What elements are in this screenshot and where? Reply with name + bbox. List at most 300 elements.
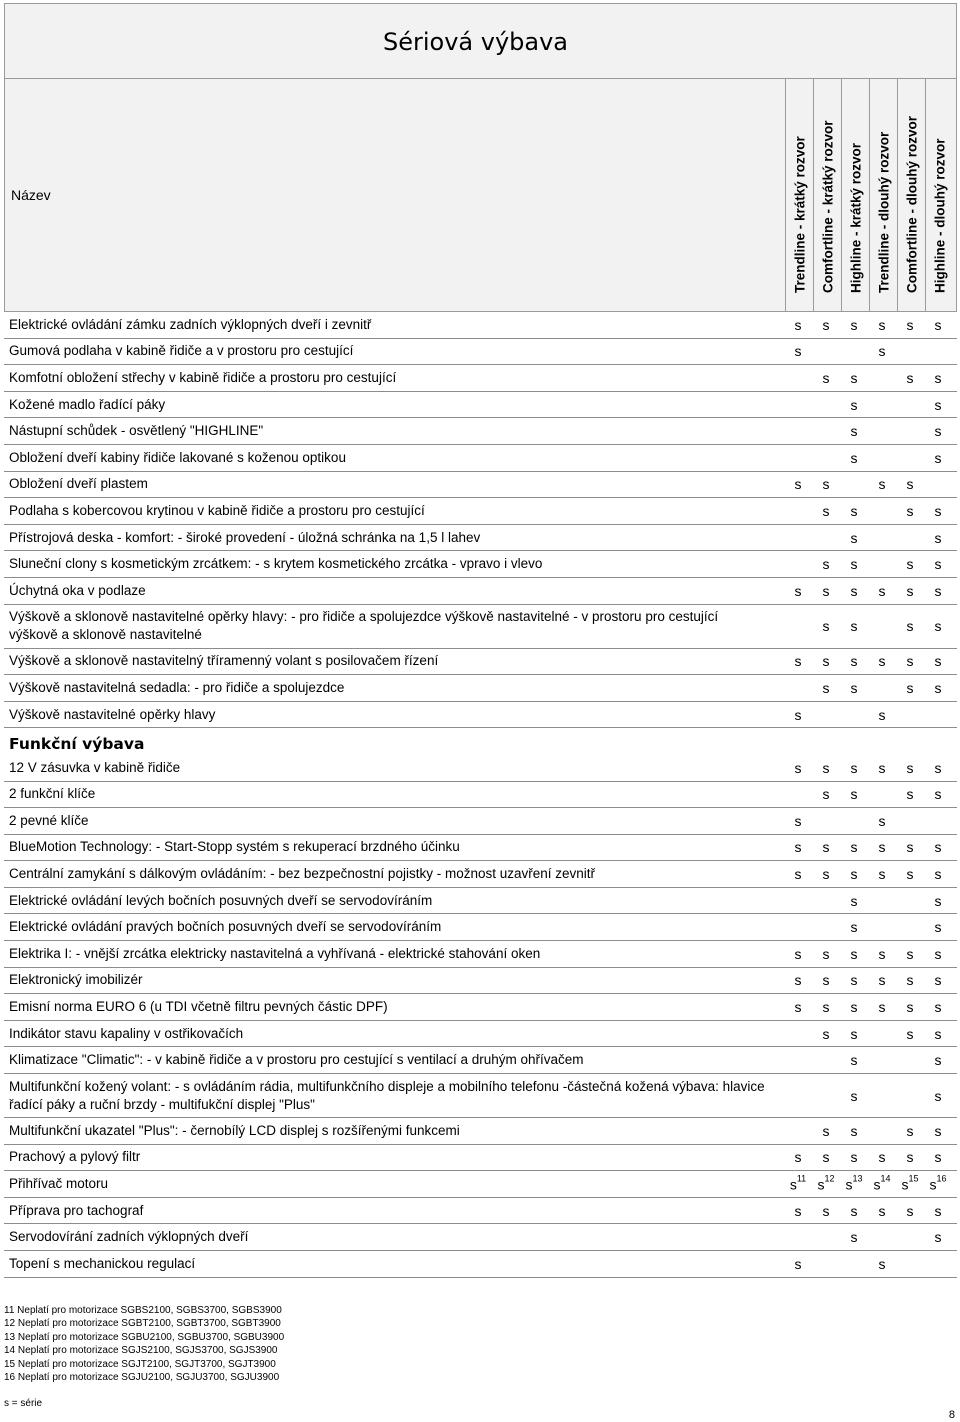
- table-row: [4, 861, 957, 888]
- table-cell: [896, 786, 924, 802]
- cell-value: s: [822, 839, 830, 856]
- cell-value: s: [794, 812, 802, 829]
- table-cell: [784, 839, 812, 855]
- footnote-ref: 11: [796, 1173, 807, 1184]
- row-label: Přístrojová deska - komfort: - široké provedení - úložná schránka na 1,5 l lahev: [9, 529, 481, 545]
- cell-value: s: [934, 618, 942, 635]
- table-row: [4, 675, 957, 702]
- cell-value: s: [934, 369, 942, 386]
- table-cell: [784, 1256, 812, 1272]
- row-label: Elektrika I: - vnější zrcátka elektricky nastavitelná a vyhřívaná - elektrické stahování oken: [9, 945, 541, 961]
- table-cell: [812, 866, 840, 882]
- column-header-highline-short: Highline - krátký rozvor: [841, 79, 869, 312]
- row-label: Elektrické ovládání zámku zadních výklopných dveří i zevnitř: [9, 316, 372, 332]
- cell-value: s: [934, 972, 942, 989]
- table-row: [4, 1074, 957, 1118]
- table-cell: [868, 972, 896, 988]
- table-cell: [812, 317, 840, 333]
- table-cell: [812, 1149, 840, 1165]
- table-cell: [868, 707, 896, 723]
- table-row: [4, 498, 957, 525]
- table-cell: [840, 1026, 868, 1042]
- cell-value: s: [822, 369, 830, 386]
- cell-value: s: [878, 866, 886, 883]
- table-cell: [840, 760, 868, 776]
- table-cell: [840, 397, 868, 413]
- cell-value: s: [794, 972, 802, 989]
- table-cell: [840, 946, 868, 962]
- footnote: 11 Neplatí pro motorizace SGBS2100, SGBS3700, SGBS3900: [4, 1305, 282, 1316]
- row-label: Výškově nastavitelná sedadla: - pro řidiče a spolujezdce: [9, 679, 345, 695]
- row-label: Výškově nastavitelné opěrky hlavy: [9, 706, 216, 722]
- table-row: [4, 1145, 957, 1172]
- table-cell: [812, 583, 840, 599]
- cell-value: s: [906, 839, 914, 856]
- table-cell: [896, 680, 924, 696]
- cell-value: s: [906, 786, 914, 803]
- table-row: [4, 755, 957, 782]
- cell-value: s: [878, 1255, 886, 1272]
- table-cell: [896, 1203, 924, 1219]
- table-cell: [812, 839, 840, 855]
- row-label: Nástupní schůdek - osvětlený "HIGHLINE": [9, 423, 264, 439]
- cell-value: s: [822, 502, 830, 519]
- table-cell: [868, 1203, 896, 1219]
- cell-value: s: [906, 502, 914, 519]
- table-cell: [924, 583, 952, 599]
- cell-value: s: [929, 1176, 937, 1193]
- table-cell: [924, 397, 952, 413]
- cell-value: s: [850, 449, 858, 466]
- cell-value: s: [794, 343, 802, 360]
- table-cell: [812, 1173, 840, 1193]
- cell-value: s: [934, 582, 942, 599]
- cell-value: s: [906, 1202, 914, 1219]
- table-cell: [840, 618, 868, 634]
- table-cell: [812, 503, 840, 519]
- cell-value: s: [934, 1229, 942, 1246]
- table-cell: [840, 919, 868, 935]
- cell-value: s: [906, 653, 914, 670]
- table-cell: [840, 786, 868, 802]
- table-cell: [896, 653, 924, 669]
- row-label: Podlaha s kobercovou krytinou v kabině řidiče a prostoru pro cestující: [9, 502, 425, 518]
- row-label: Klimatizace "Climatic": - v kabině řidiče a v prostoru pro cestující s ventilací a druhým ohřívačem: [9, 1052, 584, 1068]
- table-cell: [840, 556, 868, 572]
- cell-value: s: [878, 1149, 886, 1166]
- table-row: [4, 782, 957, 809]
- table-cell: [784, 760, 812, 776]
- cell-value: s: [822, 972, 830, 989]
- cell-value: s: [822, 653, 830, 670]
- table-cell: [812, 618, 840, 634]
- footnote: 16 Neplatí pro motorizace SGJU2100, SGJU3700, SGJU3900: [4, 1372, 280, 1384]
- table-cell: [784, 1203, 812, 1219]
- table-cell: [868, 760, 896, 776]
- table-cell: [868, 583, 896, 599]
- table-cell: [812, 1123, 840, 1139]
- row-label: Přihřívač motoru: [9, 1176, 109, 1192]
- cell-value: s: [845, 1176, 853, 1193]
- cell-value: s: [850, 945, 858, 962]
- cell-value: s: [822, 316, 830, 333]
- page-number: 8: [948, 1409, 955, 1421]
- table-cell: [924, 423, 952, 439]
- table-cell: [924, 370, 952, 386]
- table-cell: [924, 1052, 952, 1068]
- cell-value: s: [850, 582, 858, 599]
- cell-value: s: [901, 1176, 909, 1193]
- row-label: Obložení dveří kabiny řidiče lakované s koženou optikou: [9, 449, 346, 465]
- row-label: Indikátor stavu kapaliny v ostřikovačích: [9, 1025, 244, 1041]
- cell-value: s: [822, 476, 830, 493]
- cell-value: s: [850, 1087, 858, 1104]
- table-cell: [840, 450, 868, 466]
- cell-value: s: [934, 892, 942, 909]
- table-row: [4, 1118, 957, 1145]
- footnote: 13 Neplatí pro motorizace SGBU2100, SGBU3700, SGBU3900: [4, 1331, 285, 1343]
- cell-value: s: [822, 618, 830, 635]
- table-cell: [840, 866, 868, 882]
- cell-value: s: [850, 759, 858, 776]
- table-cell: [840, 999, 868, 1015]
- cell-value: s: [822, 786, 830, 803]
- cell-value: s: [906, 369, 914, 386]
- table-row: [4, 1224, 957, 1251]
- table-cell: [896, 476, 924, 492]
- row-label: Elektrické ovládání pravých bočních posuvných dveří se servodovíráním: [9, 919, 442, 935]
- row-label: 12 V zásuvka v kabině řidiče: [9, 759, 181, 775]
- table-row: [4, 1021, 957, 1048]
- row-label: BlueMotion Technology: - Start-Stopp systém s rekuperací brzdného účinku: [9, 839, 460, 855]
- table-cell: [924, 618, 952, 634]
- table-cell: [784, 707, 812, 723]
- footnote-ref: 16: [936, 1173, 947, 1184]
- cell-value: s: [934, 945, 942, 962]
- table-cell: [924, 972, 952, 988]
- row-label: Elektrické ovládání levých bočních posuvných dveří se servodovíráním: [9, 892, 433, 908]
- footnote-ref: 15: [908, 1173, 919, 1184]
- cell-value: s: [850, 1122, 858, 1139]
- table-cell: [924, 1123, 952, 1139]
- table-cell: [840, 1052, 868, 1068]
- cell-value: s: [817, 1176, 825, 1193]
- table-cell: [784, 653, 812, 669]
- row-label: Servodovírání zadních výklopných dveří: [9, 1229, 249, 1245]
- cell-value: s: [878, 476, 886, 493]
- cell-value: s: [934, 529, 942, 546]
- cell-value: s: [850, 892, 858, 909]
- table-cell: [840, 653, 868, 669]
- table-row: [4, 605, 957, 649]
- table-cell: [784, 866, 812, 882]
- table-row: [4, 551, 957, 578]
- table-cell: [784, 343, 812, 359]
- table-row: [4, 365, 957, 392]
- table-cell: [868, 839, 896, 855]
- table-cell: [784, 1149, 812, 1165]
- cell-value: s: [850, 396, 858, 413]
- row-label: Kožené madlo řadící páky: [9, 396, 166, 412]
- row-label: Gumová podlaha v kabině řidiče a v prostoru pro cestující: [9, 343, 354, 359]
- cell-value: s: [850, 1229, 858, 1246]
- table-row: [4, 445, 957, 472]
- row-label: Komfotní obložení střechy v kabině řidiče a prostoru pro cestující: [9, 369, 397, 385]
- cell-value: s: [934, 1202, 942, 1219]
- table-cell: [924, 866, 952, 882]
- row-label: Multifunkční ukazatel "Plus": - černobílý LCD displej s rozšířenými funkcemi: [9, 1122, 460, 1138]
- table-cell: [784, 999, 812, 1015]
- cell-value: s: [878, 972, 886, 989]
- table-cell: [812, 556, 840, 572]
- cell-value: s: [794, 316, 802, 333]
- table-cell: [924, 893, 952, 909]
- table-row: [4, 1198, 957, 1225]
- table-header: [4, 79, 957, 312]
- table-cell: [924, 1149, 952, 1165]
- table-row: [4, 649, 957, 676]
- cell-value: s: [794, 582, 802, 599]
- column-header-trendline-short: Trendline - krátký rozvor: [785, 79, 813, 312]
- table-cell: [896, 1123, 924, 1139]
- cell-value: s: [794, 653, 802, 670]
- cell-value: s: [934, 1122, 942, 1139]
- cell-value: s: [878, 1202, 886, 1219]
- cell-value: s: [878, 653, 886, 670]
- cell-value: s: [822, 1149, 830, 1166]
- cell-value: s: [878, 839, 886, 856]
- table-cell: [812, 680, 840, 696]
- table-cell: [784, 317, 812, 333]
- table-cell: [868, 653, 896, 669]
- cell-value: s: [850, 1202, 858, 1219]
- cell-value: s: [822, 999, 830, 1016]
- cell-value: s: [850, 866, 858, 883]
- table-row: [4, 1047, 957, 1074]
- row-label: Výškově a sklonově nastavitelný tříramenný volant s posilovačem řízení: [9, 653, 439, 669]
- table-cell: [924, 786, 952, 802]
- cell-value: s: [850, 423, 858, 440]
- table-cell: [784, 972, 812, 988]
- cell-value: s: [850, 972, 858, 989]
- cell-value: s: [878, 582, 886, 599]
- cell-value: s: [906, 1122, 914, 1139]
- row-label: Obložení dveří plastem: [9, 476, 148, 492]
- table-cell: [896, 556, 924, 572]
- table-cell: [840, 839, 868, 855]
- cell-value: s: [873, 1176, 881, 1193]
- table-cell: [896, 866, 924, 882]
- table-cell: [896, 972, 924, 988]
- cell-value: s: [850, 786, 858, 803]
- table-cell: [868, 999, 896, 1015]
- row-label: Výškově a sklonově nastavitelné opěrky hlavy: - pro řidiče a spolujezdce výškově nastavitelné - v prostoru pro cestující výškově a sklonově nastavitelné: [9, 609, 719, 643]
- row-label: Multifunkční kožený volant: - s ovládáním rádia, multifunkčního displeje a mobilního telefonu -částečná kožená výbava: hlavice řadící páky a ruční brzdy - multifukční displej "Plus": [9, 1078, 765, 1112]
- cell-value: s: [822, 556, 830, 573]
- cell-value: s: [850, 1052, 858, 1069]
- footnote-ref: 13: [852, 1173, 863, 1184]
- table-cell: [924, 680, 952, 696]
- cell-value: s: [906, 866, 914, 883]
- footnote: 12 Neplatí pro motorizace SGBT2100, SGBT3700, SGBT3900: [4, 1318, 281, 1330]
- cell-value: s: [906, 556, 914, 573]
- table-cell: [868, 866, 896, 882]
- table-cell: [784, 946, 812, 962]
- cell-value: s: [850, 653, 858, 670]
- table-cell: [840, 680, 868, 696]
- table-row: [4, 1171, 957, 1198]
- table-cell: [924, 1026, 952, 1042]
- footnotes: [4, 1304, 284, 1384]
- table-cell: [812, 946, 840, 962]
- table-row: [4, 472, 957, 499]
- cell-value: s: [878, 343, 886, 360]
- cell-value: s: [906, 972, 914, 989]
- cell-value: s: [934, 1149, 942, 1166]
- row-label: Topení s mechanickou regulací: [9, 1255, 196, 1271]
- table-cell: [896, 618, 924, 634]
- cell-value: s: [934, 679, 942, 696]
- table-cell: [840, 1088, 868, 1104]
- table-cell: [868, 343, 896, 359]
- cell-value: s: [794, 1202, 802, 1219]
- table-row: [4, 968, 957, 995]
- table-cell: [840, 503, 868, 519]
- cell-value: s: [794, 945, 802, 962]
- table-cell: [840, 893, 868, 909]
- cell-value: s: [934, 556, 942, 573]
- cell-value: s: [850, 919, 858, 936]
- cell-value: s: [906, 999, 914, 1016]
- cell-value: s: [906, 316, 914, 333]
- table-cell: [896, 583, 924, 599]
- table-cell: [812, 786, 840, 802]
- table-row: [4, 392, 957, 419]
- row-label: Sluneční clony s kosmetickým zrcátkem: - s krytem kosmetického zrcátka - vpravo i vlevo: [9, 556, 543, 572]
- cell-value: s: [934, 502, 942, 519]
- cell-value: s: [934, 1025, 942, 1042]
- table-cell: [924, 839, 952, 855]
- table-row: [4, 312, 957, 339]
- cell-value: s: [794, 839, 802, 856]
- cell-value: s: [794, 1149, 802, 1166]
- table-cell: [924, 556, 952, 572]
- table-cell: [924, 530, 952, 546]
- table-cell: [896, 760, 924, 776]
- cell-value: s: [794, 866, 802, 883]
- equipment-table: [4, 312, 957, 1278]
- table-row: [4, 914, 957, 941]
- cell-value: s: [794, 1255, 802, 1272]
- name-column-header: Název: [11, 187, 51, 203]
- table-row: [4, 1251, 957, 1278]
- cell-value: s: [934, 839, 942, 856]
- cell-value: s: [822, 945, 830, 962]
- table-cell: [840, 1149, 868, 1165]
- table-cell: [812, 476, 840, 492]
- table-row: [4, 835, 957, 862]
- cell-value: s: [934, 999, 942, 1016]
- table-row: [4, 578, 957, 605]
- row-label: 2 pevné klíče: [9, 812, 89, 828]
- table-cell: [924, 760, 952, 776]
- table-cell: [840, 1229, 868, 1245]
- table-cell: [812, 760, 840, 776]
- page-title: Sériová výbava: [382, 28, 568, 56]
- table-row: [4, 525, 957, 552]
- table-cell: [924, 450, 952, 466]
- cell-value: s: [906, 476, 914, 493]
- cell-value: s: [906, 1025, 914, 1042]
- table-cell: [896, 1173, 924, 1193]
- table-cell: [896, 503, 924, 519]
- cell-value: s: [934, 449, 942, 466]
- table-row: [4, 994, 957, 1021]
- cell-value: s: [850, 369, 858, 386]
- table-cell: [924, 999, 952, 1015]
- column-header-comfortline-long: Comfortline - dlouhý rozvor: [897, 79, 925, 312]
- table-cell: [840, 1123, 868, 1139]
- cell-value: s: [850, 529, 858, 546]
- table-cell: [840, 423, 868, 439]
- cell-value: s: [934, 786, 942, 803]
- table-cell: [868, 813, 896, 829]
- table-cell: [896, 1149, 924, 1165]
- cell-value: s: [794, 476, 802, 493]
- table-cell: [924, 946, 952, 962]
- cell-value: s: [934, 759, 942, 776]
- table-cell: [812, 1203, 840, 1219]
- cell-value: s: [850, 618, 858, 635]
- cell-value: s: [878, 999, 886, 1016]
- table-cell: [896, 946, 924, 962]
- cell-value: s: [934, 919, 942, 936]
- table-cell: [812, 653, 840, 669]
- table-cell: [784, 1173, 812, 1193]
- cell-value: s: [934, 396, 942, 413]
- cell-value: s: [934, 1052, 942, 1069]
- cell-value: s: [906, 618, 914, 635]
- cell-value: s: [822, 759, 830, 776]
- cell-value: s: [878, 812, 886, 829]
- cell-value: s: [794, 759, 802, 776]
- cell-value: s: [822, 1025, 830, 1042]
- table-cell: [840, 370, 868, 386]
- column-header-highline-long: Highline - dlouhý rozvor: [925, 79, 953, 312]
- cell-value: s: [789, 1176, 797, 1193]
- cell-value: s: [934, 423, 942, 440]
- table-cell: [896, 1026, 924, 1042]
- table-cell: [868, 1173, 896, 1193]
- cell-value: s: [878, 316, 886, 333]
- table-cell: [868, 1149, 896, 1165]
- table-row: [4, 418, 957, 445]
- cell-value: s: [906, 945, 914, 962]
- table-cell: [840, 1203, 868, 1219]
- table-cell: [840, 583, 868, 599]
- table-cell: [812, 999, 840, 1015]
- row-label: Prachový a pylový filtr: [9, 1149, 141, 1165]
- row-label: Úchytná oka v podlaze: [9, 582, 146, 598]
- table-cell: [840, 1173, 868, 1193]
- table-cell: [868, 946, 896, 962]
- cell-value: s: [906, 759, 914, 776]
- table-cell: [840, 530, 868, 546]
- row-label: Centrální zamykání s dálkovým ovládáním: - bez bezpečnostní pojistky - možnost uzavření zevnitř: [9, 866, 596, 882]
- table-row: [4, 941, 957, 968]
- row-label: Emisní norma EURO 6 (u TDI včetně filtru pevných částic DPF): [9, 999, 388, 1015]
- cell-value: s: [850, 999, 858, 1016]
